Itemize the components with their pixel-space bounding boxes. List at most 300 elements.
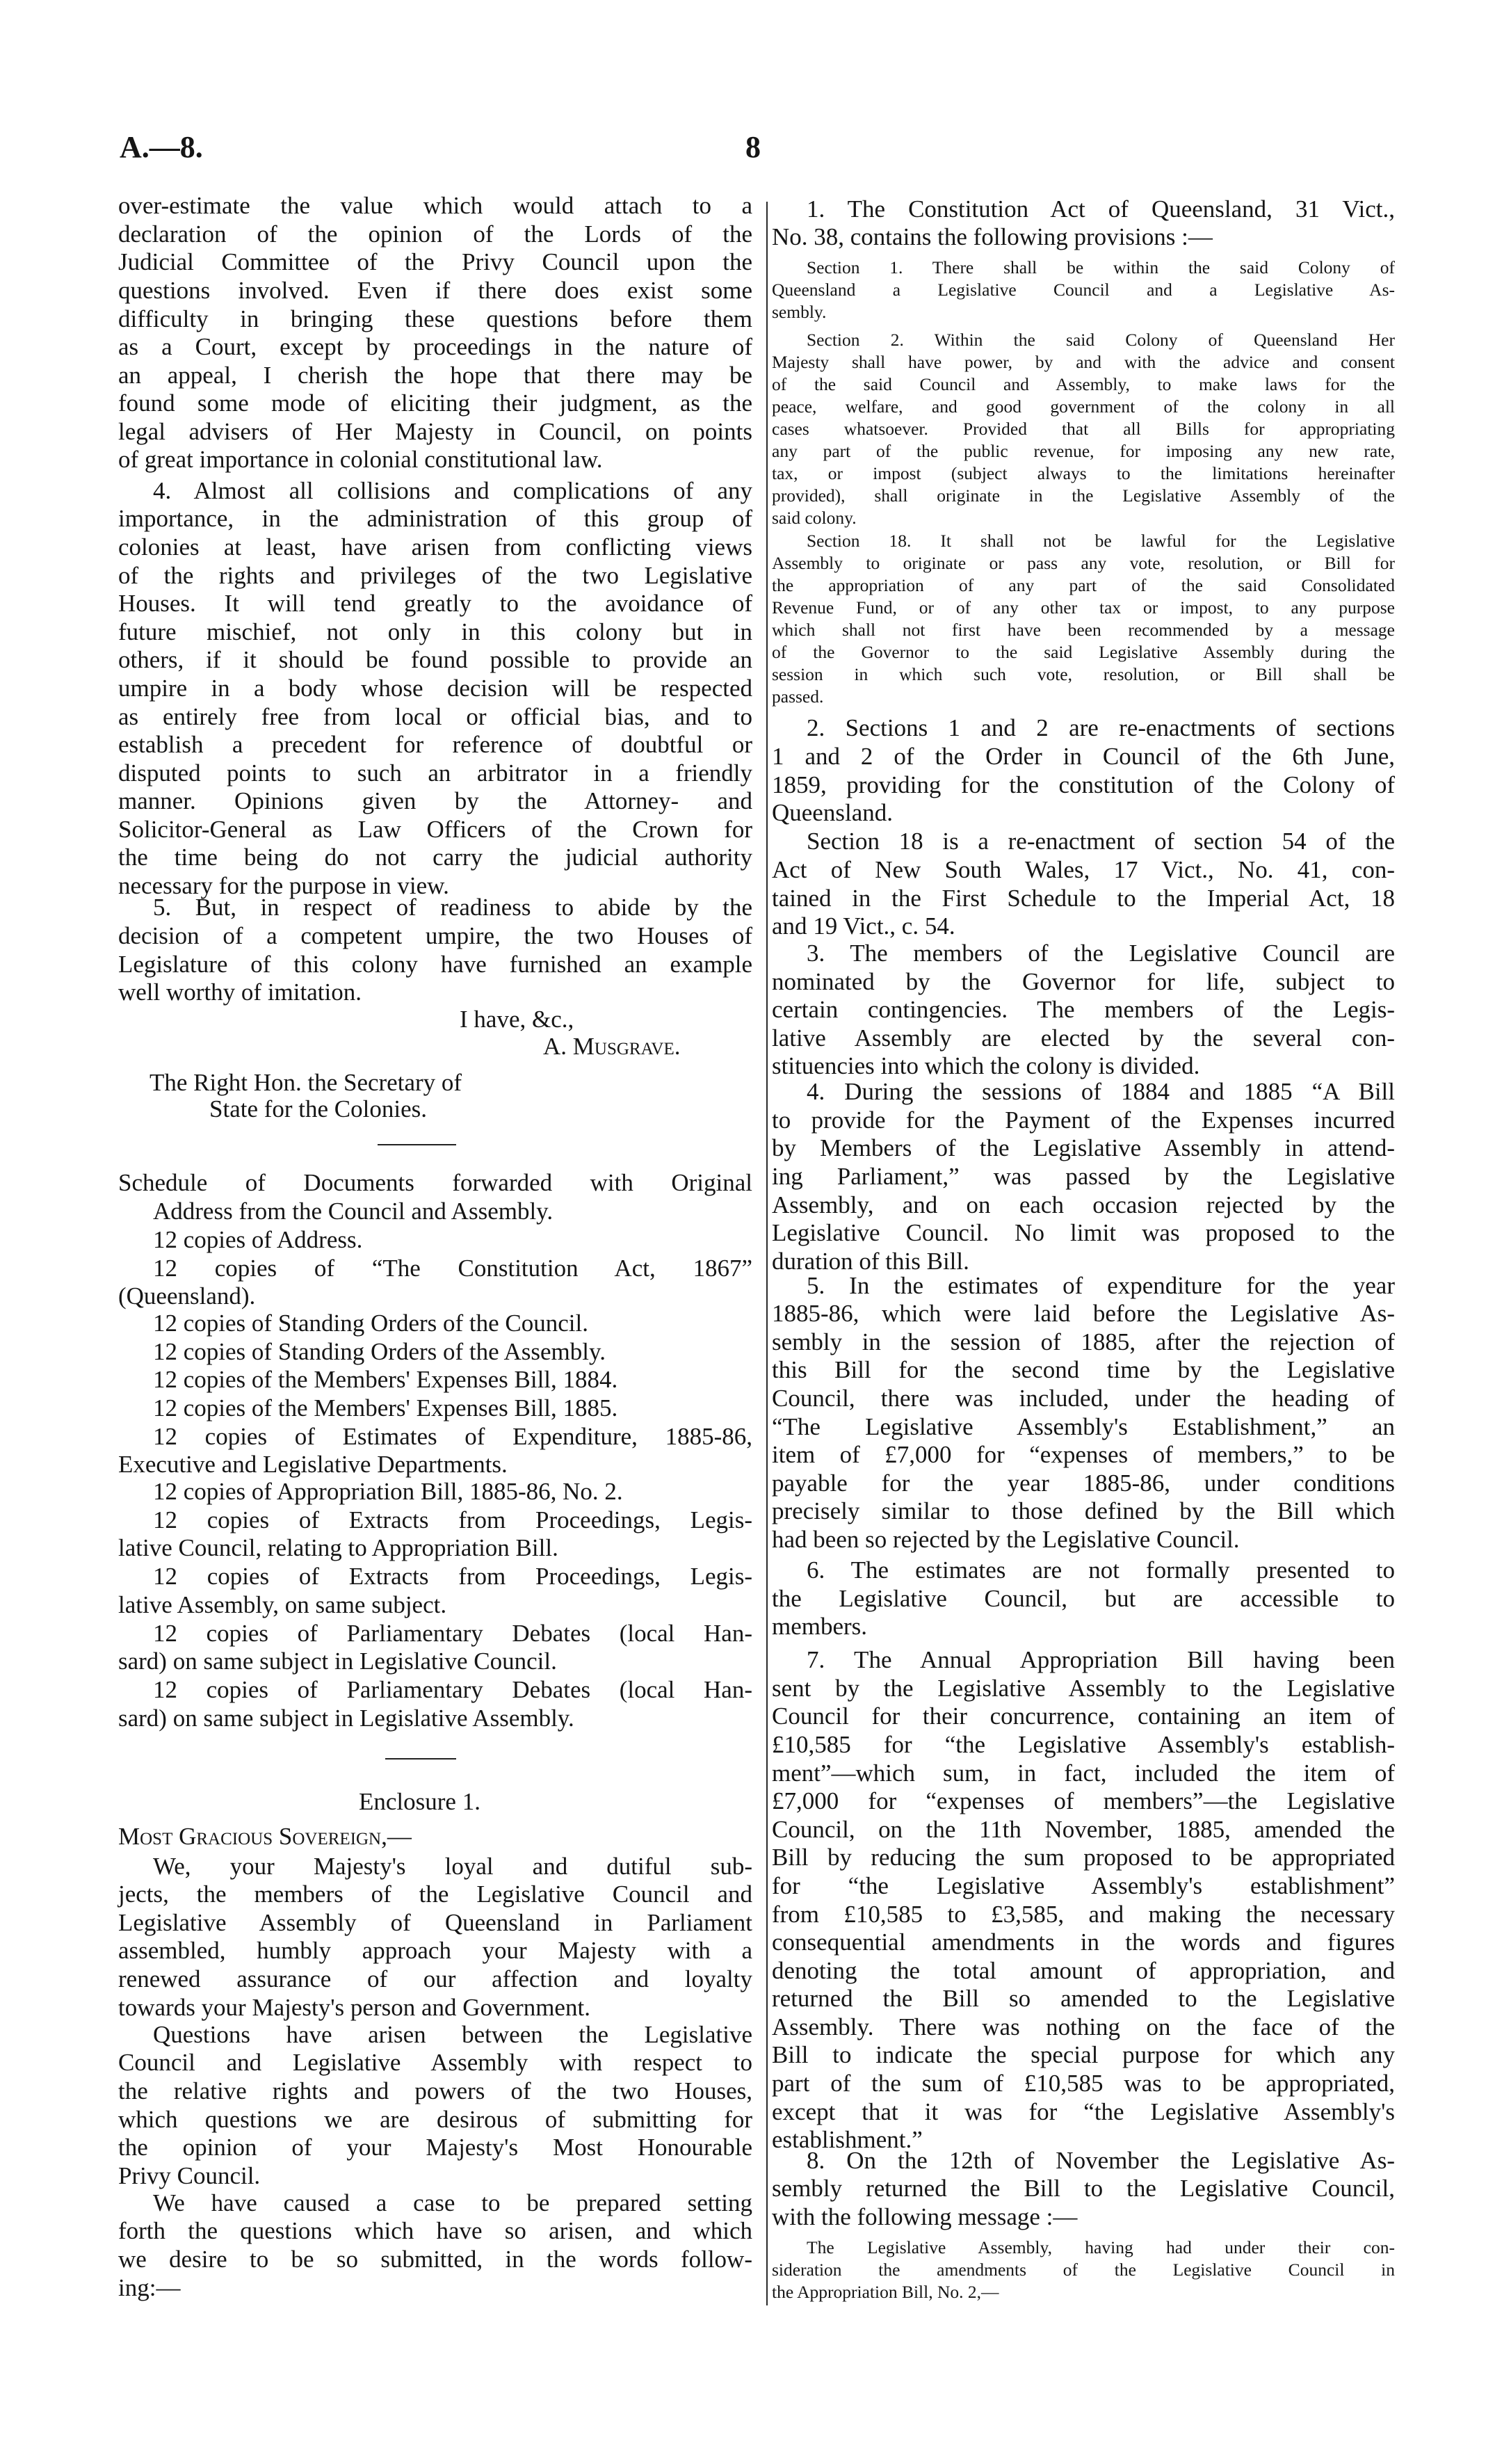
line-text: 1. The Constitution Act of Queensland, 31 Vict.,	[807, 195, 1395, 223]
line-text: 1859, providing for the constitution of the Colony of	[772, 771, 1395, 798]
enclosure-heading-block	[118, 1788, 752, 1817]
text-line	[772, 396, 1395, 418]
text-line	[772, 1613, 1395, 1641]
line-text: 12 copies of Standing Orders of the Council.	[153, 1309, 589, 1337]
line-text: renewed assurance of our affection and loyalty	[118, 1965, 752, 1992]
text-line	[118, 1534, 752, 1563]
line-text: 12 copies of Standing Orders of the Assembly.	[153, 1337, 606, 1365]
text-line	[118, 389, 752, 418]
para-continued-block	[118, 192, 752, 474]
text-line	[772, 1985, 1395, 2013]
text-line	[118, 703, 752, 732]
line-text: Bill by reducing the sum proposed to be appropriated	[772, 1844, 1395, 1871]
line-text: Address from the Council and Assembly.	[153, 1198, 554, 1225]
text-line	[772, 1731, 1395, 1760]
line-text: over-estimate the value which would attach to a	[118, 192, 752, 220]
line-text: payable for the year 1885-86, under conditions	[772, 1469, 1395, 1497]
line-text: Section 2. Within the said Colony of Queensland Her	[807, 329, 1395, 350]
address-para-3-block	[118, 2189, 752, 2302]
text-line	[772, 2175, 1395, 2203]
text-line	[118, 277, 752, 305]
column-divider	[766, 202, 768, 2305]
text-line	[772, 440, 1395, 462]
line-text: decision of a competent umpire, the two Houses of	[118, 922, 752, 950]
text-line	[772, 828, 1395, 856]
line-text: we desire to be so submitted, in the words follow-	[118, 2246, 752, 2273]
line-text: 3. The members of the Legislative Council are	[807, 940, 1395, 967]
text-line	[772, 1191, 1395, 1220]
9-block	[118, 1563, 752, 1619]
line-text: umpire in a body whose decision will be respected	[118, 674, 752, 702]
line-text: jects, the members of the Legislative Council and	[118, 1881, 752, 1908]
line-text: and 19 Vict., c. 54.	[772, 912, 955, 940]
line-text: Council for their concurrence, containing an item of	[772, 1702, 1395, 1730]
para-3-block	[772, 940, 1395, 1081]
line-text: the Appropriation Bill, No. 2,—	[772, 2281, 999, 2302]
text-line	[118, 1255, 752, 1283]
line-text: lative Assembly, on same subject.	[118, 1591, 447, 1618]
line-text: 12 copies of Extracts from Proceedings, Legis-	[153, 1563, 752, 1591]
text-line	[118, 1648, 752, 1676]
line-text: declaration of the opinion of the Lords of the	[118, 220, 752, 248]
line-text: of great importance in colonial constitutional law.	[118, 446, 603, 474]
para-4-block	[772, 1078, 1395, 1275]
para-5-block	[772, 1272, 1395, 1554]
text-line	[118, 1705, 752, 1733]
text-line	[772, 1106, 1395, 1135]
line-text: Assembly. There was nothing on the face of the	[772, 2013, 1395, 2040]
line-text: ing:—	[118, 2273, 181, 2301]
text-line	[118, 1591, 752, 1620]
line-text: Bill to indicate the special purpose for which any	[772, 2041, 1395, 2069]
line-text: members.	[772, 1613, 868, 1641]
text-line	[772, 1024, 1395, 1053]
line-text: 6. The estimates are not formally presented to	[807, 1556, 1395, 1584]
text-line	[118, 787, 752, 816]
text-line	[118, 1853, 752, 1881]
text-line	[118, 1423, 752, 1451]
text-line	[772, 530, 1395, 552]
line-text: ment”—which sum, in fact, included the item of	[772, 1759, 1395, 1787]
text-line	[772, 1702, 1395, 1731]
line-text: Majesty shall have power, by and with the advice and consent	[772, 351, 1395, 372]
line-text: establish a precedent for reference of doubtful or	[118, 731, 752, 759]
line-text: Executive and Legislative Departments.	[118, 1451, 508, 1479]
text-line	[118, 1937, 752, 1965]
line-text: as a Court, except by proceedings in the nature of	[118, 333, 752, 361]
8-block	[118, 1506, 752, 1563]
text-line	[118, 2162, 752, 2191]
text-line	[772, 1272, 1395, 1301]
text-line	[772, 1052, 1395, 1081]
para-6-block	[772, 1556, 1395, 1641]
line-text: Privy Council.	[118, 2161, 261, 2189]
line-text: A. Musgrave.	[543, 1032, 681, 1060]
line-text: No. 38, contains the following provisions :—	[772, 223, 1213, 251]
text-line	[118, 1366, 752, 1394]
line-text: questions involved. Even if there does exist some	[118, 276, 752, 304]
line-text: We, your Majesty's loyal and dutiful sub-	[153, 1852, 752, 1880]
text-line	[772, 597, 1395, 619]
text-line	[772, 2147, 1395, 2175]
line-text: lative Assembly are elected by the several con-	[772, 1024, 1395, 1052]
text-line	[772, 1328, 1395, 1357]
text-line	[772, 2098, 1395, 2127]
line-text: consequential amendments in the words and figures	[772, 1928, 1395, 1956]
text-line	[118, 418, 752, 446]
address-para-2-block	[118, 2021, 752, 2191]
text-line	[772, 195, 1395, 224]
line-text: 5. In the estimates of expenditure for the year	[807, 1271, 1395, 1299]
text-line	[772, 2237, 1395, 2259]
line-text: certain contingencies. The members of the Legis-	[772, 996, 1395, 1024]
line-text: 12 copies of Extracts from Proceedings, Legis-	[153, 1506, 752, 1533]
para-4-block	[118, 477, 752, 901]
line-text: forth the questions which have so arisen, and which	[118, 2217, 752, 2245]
line-text: to provide for the Payment of the Expenses incurred	[772, 1106, 1395, 1134]
text-line	[118, 1676, 752, 1705]
line-text: any part of the public revenue, for imposing any new rate,	[772, 440, 1395, 461]
0-block	[118, 1226, 752, 1255]
text-line	[772, 771, 1395, 800]
text-line	[118, 362, 752, 390]
text-line	[772, 507, 1395, 529]
6-block	[118, 1423, 752, 1479]
line-text: said colony.	[772, 507, 857, 528]
text-line	[772, 1413, 1395, 1442]
line-text: 8. On the 12th of November the Legislative As-	[807, 2146, 1395, 2174]
text-line	[118, 248, 752, 277]
text-line	[772, 714, 1395, 743]
line-text: ing Parliament,” was passed by the Legislative	[772, 1163, 1395, 1190]
line-text: peace, welfare, and good government of the colony in all	[772, 396, 1395, 417]
para-7-block	[772, 1646, 1395, 2155]
text-line	[772, 1675, 1395, 1703]
line-text: 2. Sections 1 and 2 are re-enactments of sections	[807, 714, 1395, 742]
line-text: Judicial Committee of the Privy Council upon the	[118, 248, 752, 276]
line-text: of the Governor to the said Legislative Assembly during the	[772, 642, 1395, 663]
text-line	[118, 505, 752, 533]
line-text: which shall not first have been recommended by a message	[772, 620, 1395, 641]
line-text: sideration the amendments of the Legislative Council in	[772, 2259, 1395, 2280]
text-line	[772, 485, 1395, 507]
text-line	[118, 1478, 752, 1506]
salutation-block	[118, 1823, 752, 1851]
text-line	[118, 220, 752, 249]
line-text: Houses. It will tend greatly to the avoidance of	[118, 590, 752, 618]
line-text: sembly.	[772, 301, 827, 322]
text-line	[772, 1816, 1395, 1844]
text-line	[118, 2134, 752, 2162]
text-line	[772, 552, 1395, 574]
line-text: session in which such vote, resolution, or Bill shall be	[772, 664, 1395, 685]
text-line	[772, 1760, 1395, 1788]
section-2-block	[772, 329, 1395, 529]
line-text: Section 18. It shall not be lawful for the Legislative	[807, 531, 1395, 551]
addressee-1-block	[118, 1069, 752, 1097]
line-text: 12 copies of the Members' Expenses Bill, 1885.	[153, 1394, 618, 1422]
text-line	[772, 257, 1395, 279]
text-line	[118, 1226, 752, 1255]
5-block	[118, 1394, 752, 1423]
line-text: the opinion of your Majesty's Most Honourable	[118, 2134, 752, 2161]
line-text: of the rights and privileges of the two Legislative	[118, 561, 752, 589]
text-line	[772, 1163, 1395, 1191]
section-rule	[378, 1144, 456, 1145]
para-5-block	[118, 894, 752, 1006]
line-text: the Legislative Council, but are accessible to	[772, 1584, 1395, 1612]
para-2b-block	[772, 828, 1395, 940]
text-line	[772, 329, 1395, 351]
text-line	[118, 759, 752, 788]
line-text: disputed points to such an arbitrator in a friendly	[118, 759, 752, 787]
text-line	[772, 663, 1395, 686]
text-line	[118, 1069, 752, 1097]
text-line	[118, 2189, 752, 2218]
text-line	[118, 1881, 752, 1909]
line-text: Legislature of this colony have furnished an example	[118, 950, 752, 978]
text-line	[118, 2217, 752, 2246]
text-line	[772, 996, 1395, 1024]
1-block	[118, 1255, 752, 1311]
line-text: 4. During the sessions of 1884 and 1885 “A Bill	[807, 1078, 1395, 1106]
text-line	[118, 618, 752, 647]
signature-block	[118, 1033, 752, 1061]
line-text: 12 copies of Estimates of Expenditure, 1885-86,	[153, 1422, 752, 1450]
line-text: provided), shall originate in the Legislative Assembly of the	[772, 485, 1395, 506]
line-text: (Queensland).	[118, 1282, 256, 1310]
schedule-title-block	[118, 1169, 752, 1198]
line-text: Revenue Fund, or of any other tax or impost, to any purpose	[772, 597, 1395, 618]
line-text: Schedule of Documents forwarded with Original	[118, 1169, 752, 1197]
text-line	[772, 2070, 1395, 2098]
text-line	[118, 1033, 752, 1061]
line-text: Council, there was included, under the heading of	[772, 1384, 1395, 1412]
line-text: 1885-86, which were laid before the Legislative As-	[772, 1300, 1395, 1328]
text-line	[118, 533, 752, 562]
text-line	[772, 574, 1395, 597]
text-line	[118, 192, 752, 220]
text-line	[772, 1497, 1395, 1526]
text-line	[118, 1823, 752, 1851]
line-text: for “the Legislative Assembly's establishment”	[772, 1871, 1395, 1899]
text-line	[118, 951, 752, 979]
line-text: the time being do not carry the judicial authority	[118, 844, 752, 871]
line-text: manner. Opinions given by the Attorney- and	[118, 787, 752, 815]
text-line	[772, 1134, 1395, 1163]
line-text: 12 copies of the Members' Expenses Bill, 1884.	[153, 1366, 618, 1394]
text-line	[118, 1169, 752, 1198]
text-line	[118, 1338, 752, 1367]
section-rule	[385, 1758, 456, 1760]
text-line	[118, 1506, 752, 1535]
text-line	[772, 301, 1395, 323]
line-text: 12 copies of “The Constitution Act, 1867”	[153, 1254, 752, 1282]
line-text: precisely similar to those defined by the Bill which	[772, 1497, 1395, 1525]
line-text: sard) on same subject in Legislative Assembly.	[118, 1704, 574, 1732]
line-text: by Members of the Legislative Assembly in attend-	[772, 1134, 1395, 1162]
line-text: the relative rights and powers of the two Houses,	[118, 2077, 752, 2104]
text-line	[118, 894, 752, 922]
line-text: legal advisers of Her Majesty in Council, on points	[118, 417, 752, 445]
text-line	[772, 1872, 1395, 1901]
text-line	[118, 731, 752, 759]
text-line	[772, 2259, 1395, 2281]
3-block	[118, 1338, 752, 1367]
line-text: 12 copies of Address.	[153, 1225, 363, 1253]
line-text: Assembly, and on each occasion rejected by the	[772, 1191, 1395, 1218]
line-text: future mischief, not only in this colony but in	[118, 618, 752, 645]
text-line	[118, 675, 752, 703]
line-text: 7. The Annual Appropriation Bill having been	[807, 1646, 1395, 1674]
text-line	[118, 816, 752, 844]
text-line	[118, 1095, 752, 1124]
text-line	[772, 351, 1395, 373]
text-line	[772, 856, 1395, 885]
line-text: Council, on the 11th November, 1885, amended the	[772, 1815, 1395, 1843]
text-line	[772, 2203, 1395, 2232]
line-text: Solicitor-General as Law Officers of the Crown for	[118, 815, 752, 843]
text-line	[118, 2106, 752, 2134]
line-text: returned the Bill so amended to the Legislative	[772, 1985, 1395, 2013]
text-line	[772, 1646, 1395, 1675]
text-line	[118, 2049, 752, 2077]
line-text: tax, or impost (subject always to the limitations hereinafter	[772, 462, 1395, 483]
text-line	[118, 922, 752, 951]
line-text: I have, &c.,	[460, 1006, 574, 1033]
line-text: 1 and 2 of the Order in Council of the 6th June,	[772, 743, 1395, 771]
line-text: 12 copies of Appropriation Bill, 1885-86, No. 2.	[153, 1478, 623, 1506]
text-line	[772, 2041, 1395, 2070]
line-text: the appropriation of any part of the said Consolidated	[772, 575, 1395, 596]
2-block	[118, 1310, 752, 1338]
line-text: 5. But, in respect of readiness to abide by the	[153, 894, 752, 921]
line-text: passed.	[772, 686, 824, 707]
line-text: Council and Legislative Assembly with respect to	[118, 2049, 752, 2077]
line-text: necessary for the purpose in view.	[118, 872, 449, 900]
text-line	[772, 462, 1395, 485]
text-line	[118, 1394, 752, 1423]
text-line	[118, 1909, 752, 1938]
line-text: which questions we are desirous of submitting for	[118, 2105, 752, 2133]
text-line	[772, 1469, 1395, 1498]
line-text: cases whatsoever. Provided that all Bills for appropriating	[772, 418, 1395, 439]
line-text: Legislative Council. No limit was proposed to the	[772, 1219, 1395, 1247]
para-2-block	[772, 714, 1395, 827]
text-line	[118, 2246, 752, 2274]
text-line	[118, 2021, 752, 2050]
line-text: Legislative Assembly of Queensland in Parliament	[118, 1908, 752, 1936]
text-line	[118, 1994, 752, 2022]
text-line	[772, 1556, 1395, 1585]
line-text: assembled, humbly approach your Majesty with a	[118, 1937, 752, 1965]
line-text: item of £7,000 for “expenses of members,” to be	[772, 1441, 1395, 1469]
text-line	[772, 1300, 1395, 1328]
page-number: 8	[745, 130, 761, 164]
text-line	[772, 373, 1395, 396]
line-text: 12 copies of Parliamentary Debates (local Han-	[153, 1619, 752, 1647]
line-text: towards your Majesty's person and Government.	[118, 1993, 590, 2021]
line-text: stituencies into which the colony is divided.	[772, 1052, 1200, 1080]
line-text: The Legislative Assembly, having had under their con-	[807, 2237, 1395, 2257]
7-block	[118, 1478, 752, 1506]
line-text: Queensland.	[772, 799, 893, 827]
addressee-2-block	[118, 1095, 752, 1124]
line-text: this Bill for the second time by the Legislative	[772, 1356, 1395, 1384]
text-line	[772, 885, 1395, 913]
para-1-block	[772, 195, 1395, 252]
line-text: Assembly to originate or pass any vote, resolution, or Bill for	[772, 553, 1395, 574]
11-block	[118, 1676, 752, 1732]
line-text: colonies at least, have arisen from conflicting views	[118, 533, 752, 561]
text-line	[772, 2013, 1395, 2042]
text-line	[772, 1957, 1395, 1986]
text-line	[118, 1563, 752, 1591]
text-line	[118, 477, 752, 506]
text-line	[118, 1006, 752, 1034]
text-line	[772, 912, 1395, 941]
text-line	[118, 562, 752, 590]
text-line	[772, 1901, 1395, 1929]
line-text: from £10,585 to £3,585, and making the necessary	[772, 1900, 1395, 1928]
text-line	[772, 619, 1395, 641]
line-text: nominated by the Governor for life, subject to	[772, 967, 1395, 995]
text-line	[772, 1441, 1395, 1469]
text-line	[118, 646, 752, 675]
line-text: had been so rejected by the Legislative Council.	[772, 1525, 1240, 1553]
line-text: found some mode of eliciting their judgment, as the	[118, 389, 752, 417]
line-text: part of the sum of £10,585 was to be appropriated,	[772, 2070, 1395, 2097]
4-block	[118, 1366, 752, 1394]
text-line	[118, 1451, 752, 1479]
line-text: State for the Colonies.	[209, 1095, 428, 1123]
line-text: Enclosure 1.	[359, 1787, 480, 1815]
text-line	[772, 223, 1395, 252]
line-text: well worthy of imitation.	[118, 979, 362, 1006]
text-line	[118, 1965, 752, 1994]
line-text: “The Legislative Assembly's Establishment,” an	[772, 1412, 1395, 1440]
line-text: denoting the total amount of appropriation, and	[772, 1956, 1395, 1984]
text-line	[772, 1928, 1395, 1957]
line-text: others, if it should be found possible to provide an	[118, 646, 752, 674]
text-line	[772, 1356, 1395, 1385]
line-text: Section 18 is a re-enactment of section 54 of the	[807, 828, 1395, 855]
line-text: sent by the Legislative Assembly to the Legislative	[772, 1674, 1395, 1702]
text-line	[772, 1844, 1395, 1872]
line-text: establishment.”	[772, 2126, 923, 2154]
page-reference: A.—8.	[120, 130, 203, 164]
text-line	[118, 1198, 752, 1226]
line-text: Act of New South Wales, 17 Vict., No. 41, con-	[772, 855, 1395, 883]
line-text: importance, in the administration of this group of	[118, 505, 752, 533]
section-18-block	[772, 530, 1395, 708]
line-text: Most Gracious Sovereign,—	[118, 1822, 412, 1850]
text-line	[772, 1385, 1395, 1413]
text-line	[772, 743, 1395, 771]
line-text: sembly in the session of 1885, after the rejection of	[772, 1328, 1395, 1355]
section-1-block	[772, 257, 1395, 323]
text-line	[772, 1787, 1395, 1816]
line-text: except that it was for “the Legislative Assembly's	[772, 2097, 1395, 2125]
line-text: Queensland a Legislative Council and a Legislative As-	[772, 279, 1395, 300]
text-line	[772, 279, 1395, 301]
text-line	[772, 968, 1395, 997]
line-text: £10,585 for “the Legislative Assembly's establish-	[772, 1730, 1395, 1758]
line-text: an appeal, I cherish the hope that there may be	[118, 361, 752, 389]
line-text: sard) on same subject in Legislative Council.	[118, 1648, 557, 1675]
message-block	[772, 2237, 1395, 2303]
text-line	[118, 2274, 752, 2303]
